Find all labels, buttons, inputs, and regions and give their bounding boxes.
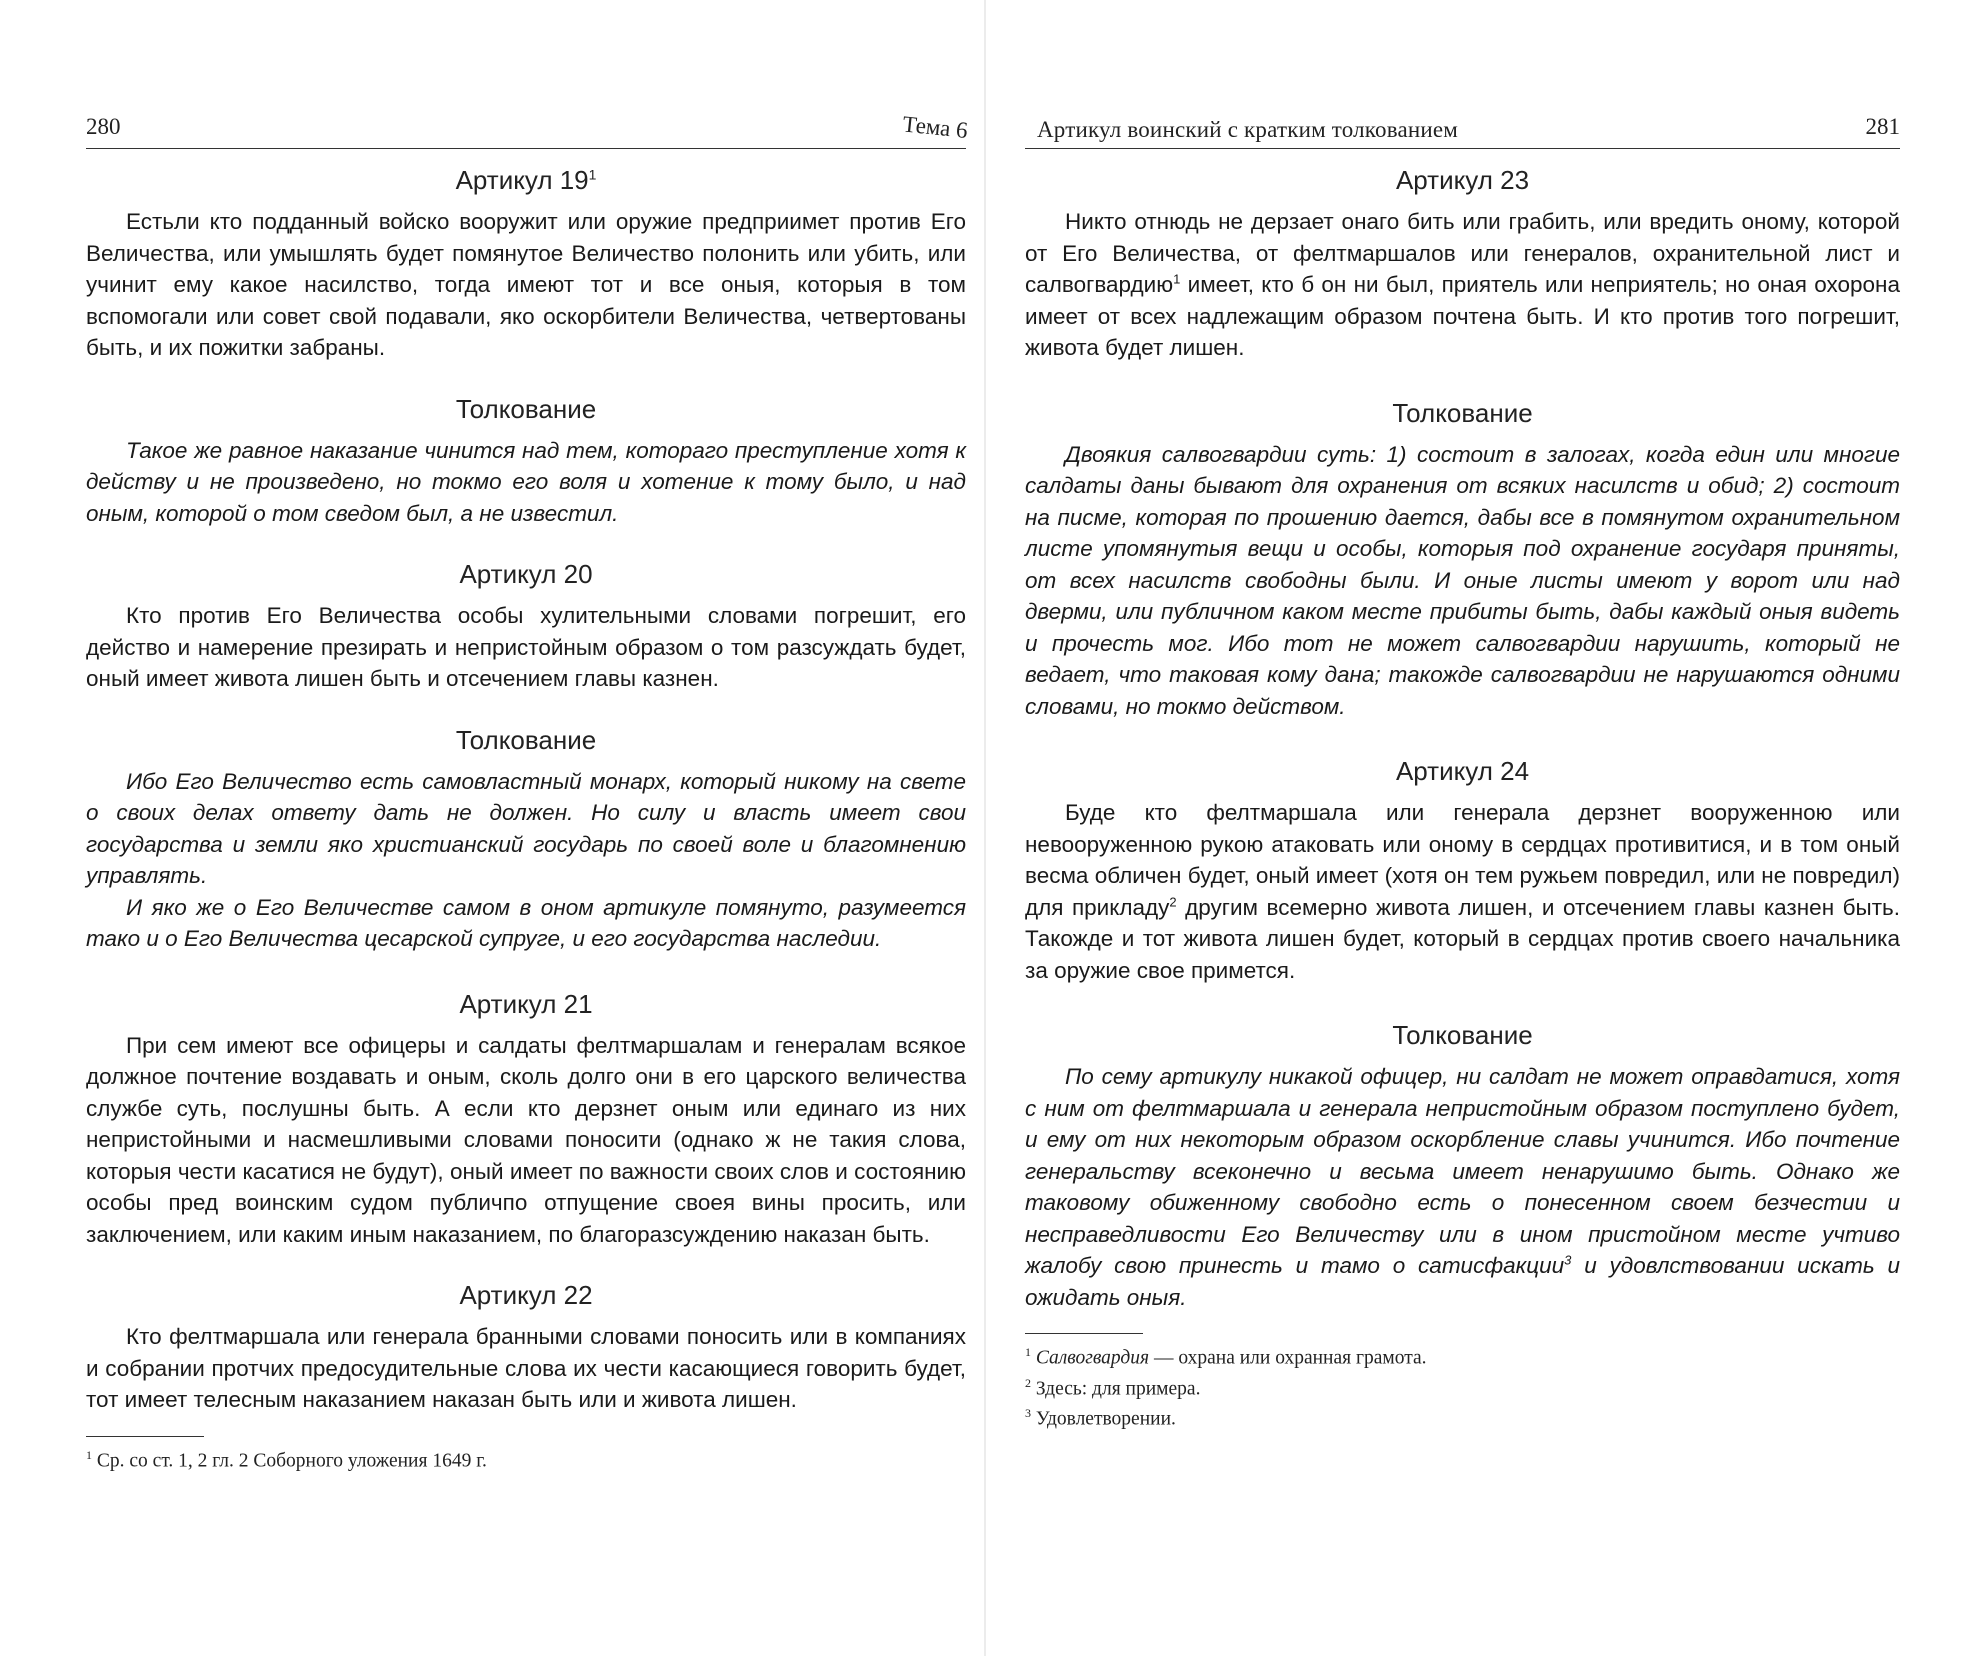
commentary-text: Ибо Его Величество есть самовластный монарх, который никому на свете о своих делах ответу дать не должен. Но силу и власть имеет свои государства и земли яко христианский государь по своей воле и благомнению управлять. (86, 768, 966, 888)
left-running-title: Тема 6 (901, 111, 969, 144)
article-heading: Артикул 23 (1395, 165, 1530, 195)
article-text: Естьли кто подданный войско вооружит или оружие предприимет против Его Величества, или умышлять будет помянутое Величество полонить или убить, или учинит ему какое насилство, тогда имеют тот и все оныя, которыя в том вспомогали или совет свой подавали, яко оскорбители Величества, четвертованы быть, и их пожитки забраны. (86, 209, 966, 360)
commentary-heading: Толкование (1392, 397, 1533, 428)
right-footnotes (1025, 1340, 1900, 1432)
commentary-text: Такое же равное наказание чинится над тем, котораго преступление хотя к действу и не произведено, но токмо его воля и хотение к тому было, и над оным, которой о том сведом был, а не известил. (86, 437, 966, 526)
right-running-head (1025, 108, 1900, 149)
left-column (86, 108, 969, 1473)
footnote-rule (1025, 1333, 1143, 1334)
footnote: $^1$ Ср. со ст. 1, 2 гл. 2 Соборного уложения 1649 г. (86, 1447, 487, 1471)
left-footnotes (86, 1443, 966, 1474)
article-text: Никто отнюдь не дерзает онаго бить или грабить, или вредить оному, которой от Его Величества, от фелтмаршалов или генералов, охранительной лист и салвогвардию$^1$ имеет, кто б он ни был, приятель или неприятель; но оная охорона имеет от всех надлежащим образом почтена быть. И кто против того погрешит, живота будет лишен. (1025, 209, 1900, 360)
article-heading: Артикул 24 (1395, 756, 1530, 786)
article-heading: Артикул $19^1$ (455, 165, 597, 195)
article-heading: Артикул 21 (459, 988, 593, 1019)
commentary-text: Двоякия салвогвардии суть: 1) состоит в залогах, когда един или многие салдаты даны бывают для охранения от всяких насилств и обид; 2) состоит на писме, которая по прошению дается, дабы все в помянутом охранительном листе упомянутыя вещи и особы, которыя под охранение государя приняты, от всех насилств свободны были. И оные листы имеют у ворот или над дверми, или публичном каком месте прибиты быть, дабы каждый оныя видеть и прочесть мог. Ибо тот не может салвогвардии нарушить, который не ведает, что таковая кому дана; такожде салвогвардии не нарушаются одними словами, но токмо действом. (1025, 441, 1900, 719)
article-heading: Артикул 22 (459, 1280, 593, 1310)
footnote: $^3$ Удовлетворении. (1025, 1406, 1176, 1430)
article-text: Кто против Его Величества особы хулительными словами погрешит, его действо и намерение презирать и непристойным образом о том разсуждать будет, оный имеет живота лишен быть и отсечением главы казнен. (86, 603, 966, 691)
commentary-heading: Толкование (455, 393, 597, 424)
article-text: Кто фелтмаршала или генерала бранными словами поносить или в компаниях и собрании протчих предосудительные слова их чести касающиеся говорить будет, тот имеет телесным наказанием наказан быть или и живота лишен. (86, 1324, 966, 1412)
commentary-text: По сему артикулу никакой офицер, ни салдат не может оправдатися, хотя с ним от фелтмаршала и генерала непристойным образом поступлено будет, и ему от них некоторым образом оскорбление славы учинится. Ибо почтение генеральству всеконечно и весьма имеет ненарушимо быть. Однако же таковому обиженному свободно есть о понесенном своем безчестии и несправедливости Его Величеству или в ином пристойном месте учтиво жалобу свою принесть и тамо о сатисфакции$^3$ и удовлствовании искать и ожидать оныя. (1025, 1064, 1900, 1310)
footnote-rule (86, 1436, 204, 1437)
right-page-number: 281 (1865, 114, 1900, 139)
commentary-text: И яко же о Его Величестве самом в оном артикуле помянуто, разумеется тако и о Его Величества цесарской супруге, и его государства наследии. (86, 894, 966, 951)
right-running-title: Артикул воинский с кратким толкованием (1037, 117, 1459, 142)
article-text: Буде кто фелтмаршала или генерала дерзнет вооруженною или невооруженною рукою атаковать или оному в сердцах противитися, и в том оный весма обличен будет, оный имеет (хотя он тем ружьем повредил, или не повредил) для прикладу$^2$ другим всемерно живота лишен, и отсечением главы казнен быть. Такожде и тот живота лишен будет, который в сердцах против своего начальника за оружие свое примется. (1025, 800, 1900, 983)
left-running-head (86, 108, 969, 149)
right-column (1025, 108, 1900, 1432)
footnote: $^1$ Салвогвардия — охрана или охранная грамота. (1025, 1345, 1427, 1369)
commentary-heading: Толкование (455, 724, 597, 755)
article-heading: Артикул 20 (459, 559, 593, 589)
commentary-heading: Толкование (1392, 1020, 1533, 1050)
footnote: $^2$ Здесь: для примера. (1025, 1375, 1201, 1399)
left-page-number: 280 (86, 114, 121, 139)
article-text: При сем имеют все офицеры и салдаты фелтмаршалам и генералам всякое должное почтение воздавать и оным, сколь долго они в его царского величества службе суть, послушны быть. А если кто дерзнет оным или единаго из них непристойными и насмешливыми словами поносити (однако ж не такия слова, которыя чести касатися не будут), оный имеет по важности своих слов и состоянию особы пред воинским судом публичпо отпущение своея вины просить, или заключением, или каким иным наказанием, по благоразсуждению наказан быть. (86, 1032, 966, 1247)
right-page (985, 0, 1970, 1656)
